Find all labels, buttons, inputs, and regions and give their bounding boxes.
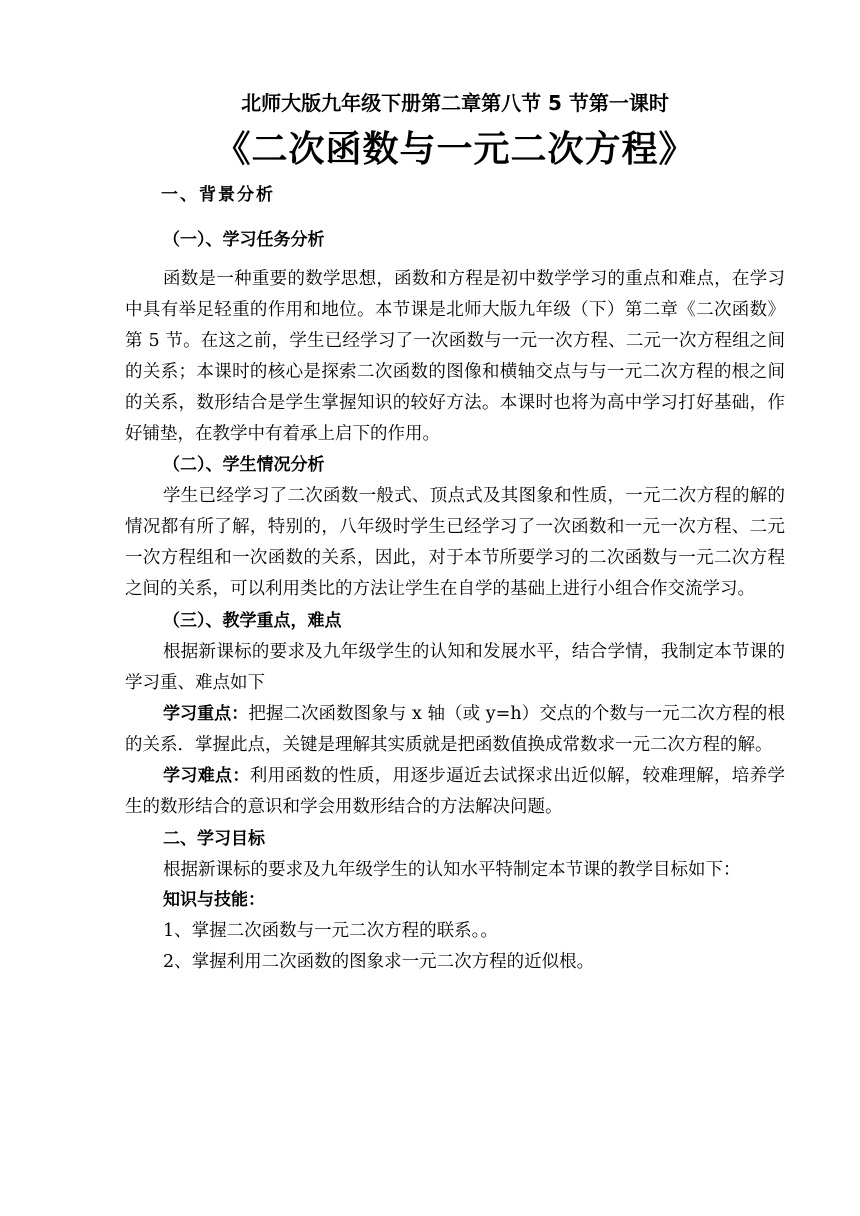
subsection-heading-student-analysis: （二）、学生情况分析: [163, 455, 325, 476]
learning-difficulty-text: 利用函数的性质，用逐步逼近去试探求出近似解，较难理解，培养学生的数形结合的意识和学会用数形结合的方法解决问题。: [125, 765, 785, 817]
objective-item-2: 2、掌握利用二次函数的图象求一元二次方程的近似根。: [163, 952, 595, 973]
objective-item-1: 1、掌握二次函数与一元二次方程的联系。。: [163, 921, 498, 942]
subsection-heading-task-analysis: （一）、学习任务分析: [163, 230, 325, 250]
subsection-heading-key-points: （三）、教学重点，难点: [163, 611, 342, 632]
learning-difficulty-label: 学习难点：: [163, 765, 250, 786]
knowledge-skills-label: [125, 885, 785, 916]
paragraph-task-analysis: 函数是一种重要的数学思想，函数和方程是初中数学学习的重点和难点，在学习中具有举足轻重的作用和地位。本节课是北师大版九年级（下）第二章《二次函数》第 5 节。在这之前，学生已经学习了一次函数与一元一次方程、二元一次方程组之间的关系；本课时的核心是探索二次函数的图像和横轴交点与与一元二次方程的根之间的关系，数形结合是学生掌握知识的较好方法。本课时也将为高中学习打好基础，作好铺垫，在教学中有着承上启下的作用。: [125, 269, 785, 444]
section-heading-background: 一、背景分析: [161, 185, 275, 205]
section-heading-objectives: 二、学习目标: [163, 828, 265, 849]
paragraph-objectives-intro: 根据新课标的要求及九年级学生的认知水平特制定本节课的教学目标如下：: [163, 859, 741, 880]
paragraph-learning-difficulty: [125, 761, 785, 823]
document-subtitle: 北师大版九年级下册第二章第八节 5 节第一课时: [241, 91, 669, 115]
learning-focus-label: 学习重点：: [163, 703, 249, 724]
document-content: [125, 84, 785, 978]
paragraph-key-points-intro: 根据新课标的要求及九年级学生的认知和发展水平，结合学情，我制定本节课的学习重、难点如下: [125, 642, 785, 693]
knowledge-skills-label-text: 知识与技能：: [163, 890, 265, 911]
paragraph-learning-focus: [125, 699, 785, 761]
document-title: 《二次函数与一元二次方程》: [214, 129, 696, 170]
paragraph-student-analysis: 学生已经学习了二次函数一般式、顶点式及其图象和性质，一元二次方程的解的情况都有所了解，特别的，八年级时学生已经学习了一次函数和一元一次方程、二元一次方程组和一次函数的关系，因此，对于本节所要学习的二次函数与一元二次方程之间的关系，可以利用类比的方法让学生在自学的基础上进行小组合作交流学习。: [125, 486, 785, 600]
learning-focus-text: 把握二次函数图象与 x 轴（或 y=h）交点的个数与一元二次方程的根的关系．掌握此点，关键是理解其实质就是把函数值换成常数求一元二次方程的解。: [125, 703, 785, 755]
